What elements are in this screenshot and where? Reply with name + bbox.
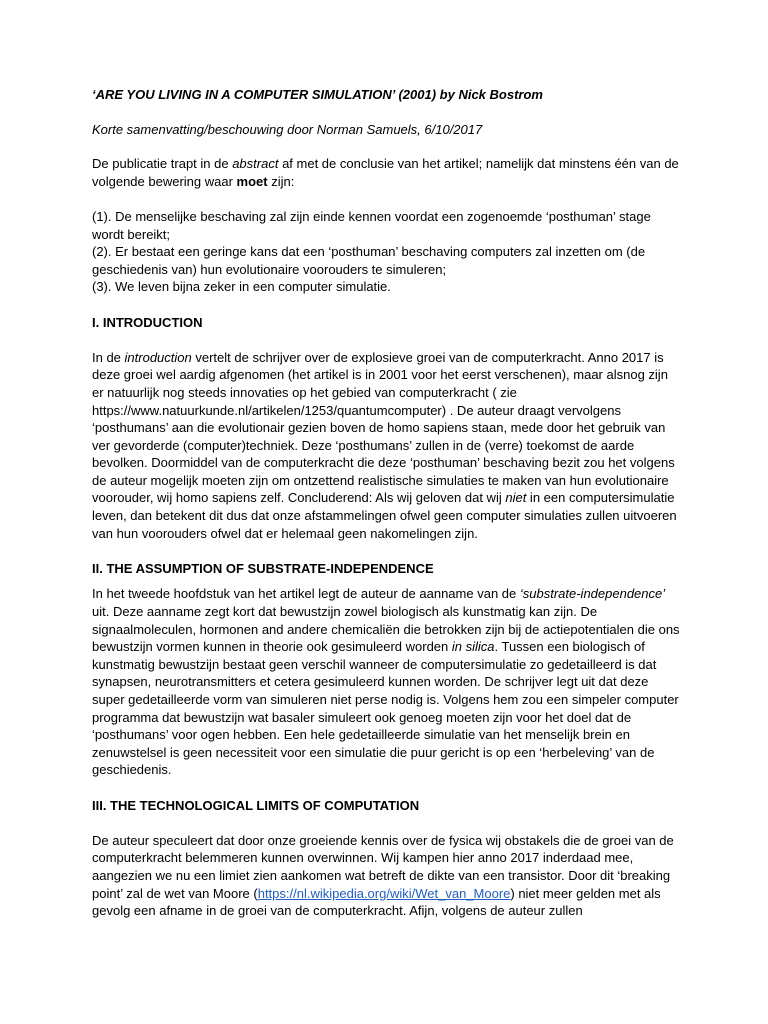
text-span: In het tweede hoofdstuk van het artikel legt de auteur de aanname van de: [92, 586, 520, 602]
claim-item: (3). We leven bijna zeker in een computer simulatie.: [92, 279, 391, 295]
text-span: zijn:: [267, 173, 295, 189]
text-span: af met de conclusie van het artikel; namelijk dat minstens één van de volgende bewering waar: [92, 156, 679, 189]
moore-law-link[interactable]: https://nl.wikipedia.org/wiki/Wet_van_Moore: [257, 885, 511, 901]
text-span: . Tussen een biologisch of kunstmatig bewustzijn bestaat geen verschil wanneer de computersimulatie zo gedetailleerd is dat synapsen, neurotransmitters et cetera gesimuleerd kunnen worden. De schrijver legt uit dat deze super gedetailleerde vorm van simuleren niet perse nodig is. Volgens hem zou een simpeler computer programma dat bewustzijn wat basaler simuleert ook genoeg moeten zijn voor het doel dat de ‘posthumans’ voor ogen hebben. Een hele gedetailleerde simulatie van het menselijk brein en zenuwstelsel is geen necessiteit voor een simulatie die puur gericht is op een ‘herbeleving’ van de geschiedenis.: [92, 639, 679, 778]
document-body: [92, 86, 682, 920]
text-span: uit. Deze aanname zegt kort dat bewustzijn zowel biologisch als kunstmatig kan zijn. De signaalmoleculen, hormonen and andere chemicaliën die betrokken zijn bij de actiepotentialen die ons bewustzijn vormen kunnen in theorie ook gesimuleerd worden: [92, 604, 680, 655]
text-span: vertelt de schrijver over de explosieve groei van de computerkracht. Anno 2017 is deze groei wel aardig afgenomen (het artikel is in 2001 voor het eerst verschenen), maar alsnog zijn er natuurlijk nog steeds innovaties op het gebied van computerkracht ( zie https://www.natuurkunde.nl/artikelen/1253/quantumcomputer) . De auteur draagt vervolgens ‘posthumans’ aan die evolutionair gezien boven de homo sapiens staan, mede door het gebruik van ver gevorderde (computer)techniek. Deze ‘posthumans’ zullen in de (verre) toekomst de aarde bevolken. Doormiddel van de computerkracht die deze ‘posthuman’ beschaving bezit zou het volgens de auteur mogelijk moeten zijn om ontzettend realistische simulaties te maken van hun evolutionaire voorouder, wij homo sapiens zelf. Concluderend: Als wij geloven dat wij: [92, 349, 675, 506]
intro-paragraph: [92, 155, 682, 190]
emphasis-moet: moet: [236, 173, 268, 189]
emphasis-substrate: ‘substrate-independence’: [519, 586, 666, 602]
claim-item: (2). Er bestaat een geringe kans dat een ‘posthuman’ beschaving computers zal inzetten om (de geschiedenis van) hun evolutionaire voorouders te simuleren;: [92, 244, 646, 277]
emphasis-abstract: abstract: [232, 156, 279, 172]
claims-list: [92, 208, 682, 296]
text-span: In de: [92, 349, 125, 365]
text-span: ) niet meer gelden met als gevolg een afname in de groei van de computerkracht. Afijn, volgens de auteur zullen: [92, 885, 661, 919]
section-heading-substrate: II. THE ASSUMPTION OF SUBSTRATE-INDEPENDENCE: [92, 560, 434, 576]
section-heading-limits: III. THE TECHNOLOGICAL LIMITS OF COMPUTATION: [92, 797, 420, 813]
emphasis-introduction: introduction: [124, 349, 192, 365]
section-heading-introduction: I. INTRODUCTION: [92, 314, 203, 330]
section-introduction-paragraph: [92, 349, 682, 543]
emphasis-niet: niet: [505, 490, 527, 506]
text-span: De auteur speculeert dat door onze groeiende kennis over de fysica wij obstakels die de groei van de computerkracht belemmeren kunnen overwinnen. Wij kampen hier anno 2017 inderdaad mee, aangezien we nu een limiet zien aankomen wat betreft de dikte van een transistor. Door dit ‘breaking point’ zal de wet van Moore (: [92, 832, 674, 901]
section-limits-paragraph: [92, 832, 682, 920]
section-substrate-paragraph: [92, 585, 682, 779]
document-title: ‘ARE YOU LIVING IN A COMPUTER SIMULATION’ (2001) by Nick Bostrom: [92, 87, 543, 102]
emphasis-in-silica: in silica: [451, 639, 495, 655]
document-subtitle: Korte samenvatting/beschouwing door Norman Samuels, 6/10/2017: [92, 121, 483, 137]
text-span: De publicatie trapt in de: [92, 156, 233, 172]
text-span: in een computersimulatie leven, dan betekent dit dus dat onze afstammelingen ofwel geen computer simulaties zullen uitvoeren van hun voorouders ofwel dat er helemaal geen nakomelingen zijn.: [92, 490, 677, 541]
claim-item: (1). De menselijke beschaving zal zijn einde kennen voordat een zogenoemde ‘posthuman’ stage wordt bereikt;: [92, 208, 651, 242]
